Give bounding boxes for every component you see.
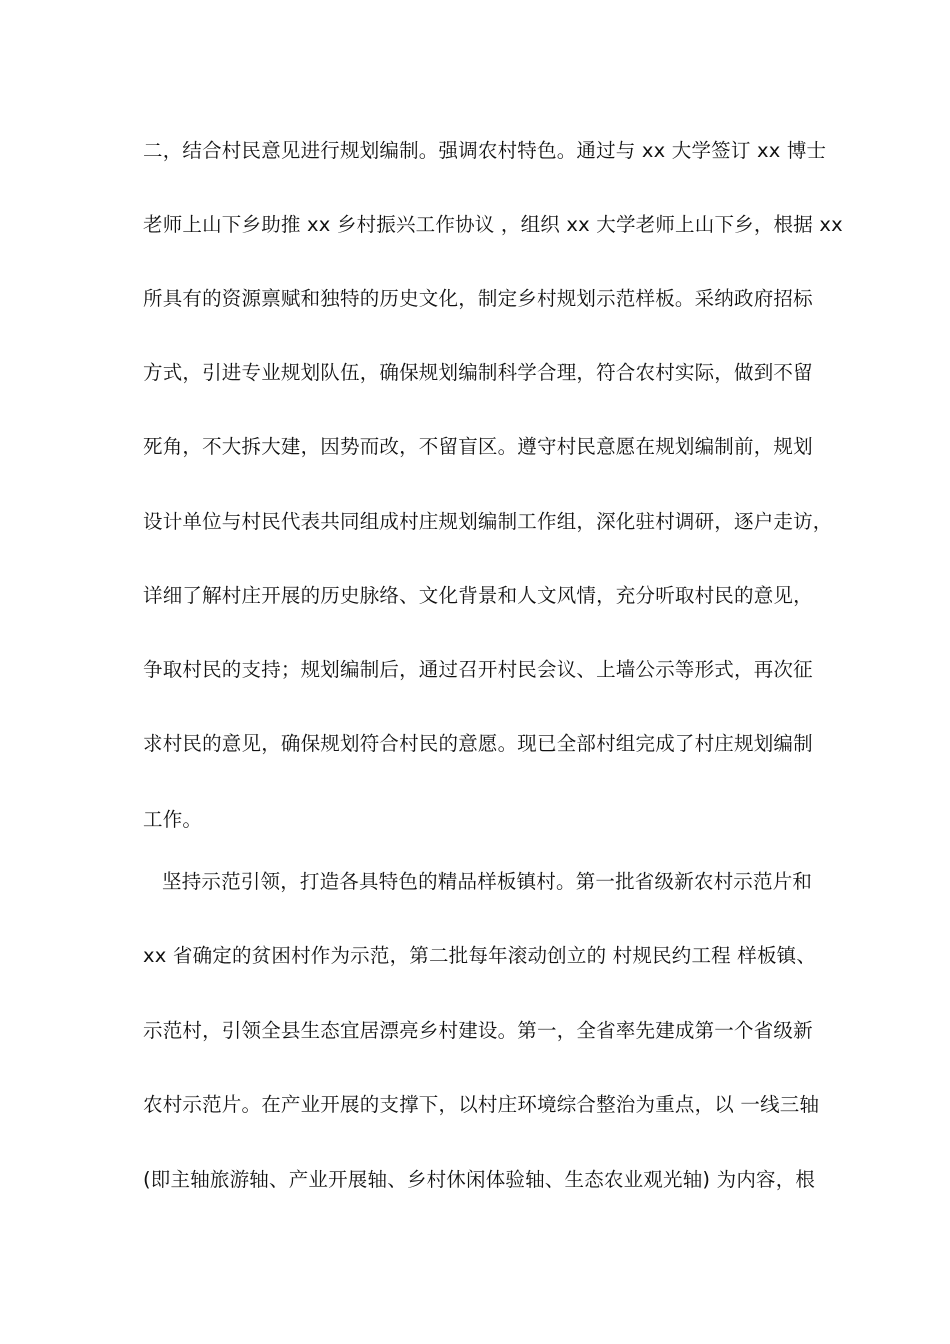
text-line: 求村民的意见，确保规划符合村民的意愿。现已全部村组完成了村庄规划编制 xyxy=(143,732,813,755)
text-line: 设计单位与村民代表共同组成村庄规划编制工作组，深化驻村调研，逐户走访， xyxy=(143,510,833,533)
text-line: 农村示范片。在产业开展的支撑下，以村庄环境综合整治为重点，以 一线三轴 xyxy=(143,1093,820,1116)
text-line: 二，结合村民意见进行规划编制。强调农村特色。通过与 xx 大学签订 xx 博士 xyxy=(143,139,827,162)
text-line: 详细了解村庄开展的历史脉络、文化背景和人文风情，充分听取村民的意见， xyxy=(143,584,813,607)
text-line: 争取村民的支持；规划编制后，通过召开村民会议、上墙公示等形式，再次征 xyxy=(143,658,813,681)
text-line: 工作。 xyxy=(143,808,203,831)
text-line: 示范村，引领全县生态宜居漂亮乡村建设。第一，全省率先建成第一个省级新 xyxy=(143,1019,813,1042)
text-line: 老师上山下乡助推 xx 乡村振兴工作协议 ，组织 xx 大学老师上山下乡，根据 xx xyxy=(143,213,843,236)
text-line: 方式，引进专业规划队伍，确保规划编制科学合理，符合农村实际，做到不留 xyxy=(143,361,813,384)
paragraph-first-line: 坚持示范引领，打造各具特色的精品样板镇村。第一批省级新农村示范片和 xyxy=(162,870,813,893)
text-line: xx 省确定的贫困村作为示范，第二批每年滚动创立的 村规民约工程 样板镇、 xyxy=(143,944,817,967)
text-line: (即主轴旅游轴、产业开展轴、乡村休闲体验轴、生态农业观光轴) 为内容，根 xyxy=(143,1168,816,1191)
text-line: 死角，不大拆大建，因势而改，不留盲区。遵守村民意愿在规划编制前，规划 xyxy=(143,435,813,458)
text-line: 所具有的资源禀赋和独特的历史文化，制定乡村规划示范样板。采纳政府招标 xyxy=(143,287,813,310)
